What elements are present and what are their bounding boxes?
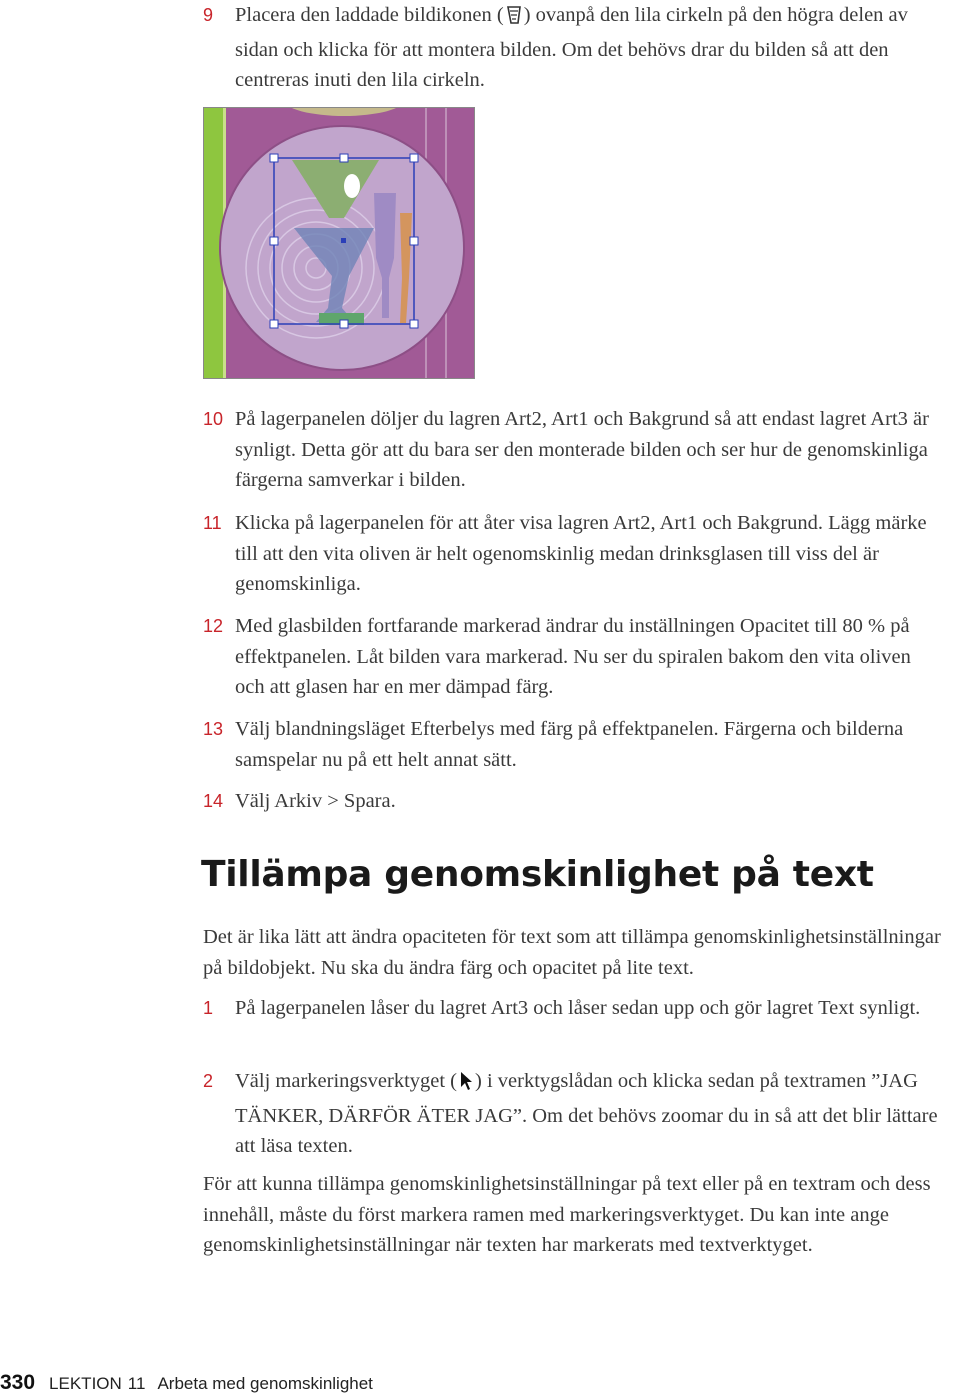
- step-2: [203, 1066, 943, 1162]
- step-number: 2: [203, 1071, 214, 1091]
- step-text: På lagerpanelen låser du lagret Art3 och låser sedan upp och gör lagret Text synligt.: [235, 997, 921, 1019]
- step-number: 13: [203, 719, 224, 739]
- step-number: 12: [203, 616, 224, 636]
- step-number: 11: [203, 513, 222, 533]
- step-14: [203, 786, 943, 817]
- page-number: 330: [0, 1371, 36, 1394]
- loaded-image-icon: [505, 4, 523, 35]
- section-heading: Tillämpa genomskinlighet på text: [201, 854, 874, 895]
- step-number: 10: [203, 409, 224, 429]
- step-text: Välj Arkiv > Spara.: [235, 790, 396, 812]
- outro-paragraph: För att kunna tillämpa genomskinlighetsinställningar på text eller på en textram och dess innehåll, måste du först markera ramen med markeringsverktyget. Du kan inte ange genomskinlighetsinställningar när texten har markerats med textverktyget.: [203, 1173, 931, 1256]
- step-number: 1: [203, 998, 214, 1018]
- step-text: Placera den laddade bildikonen ( ) ovanpå den lila cirkeln på den högra delen av sidan och klicka för att montera bilden. Om det behövs drar du bilden så att den centreras inuti den lila cirkeln.: [235, 4, 908, 91]
- lesson-number: 11: [127, 1374, 146, 1393]
- step-text: Med glasbilden fortfarande markerad ändrar du inställningen Opacitet till 80 % på effektpanelen. Låt bilden vara markerad. Nu ser du spiralen bakom den vita oliven och att glasen har en mer dämpad färg.: [235, 615, 911, 698]
- step-text: Välj markeringsverktyget ( ) i verktygslådan och klicka sedan på textramen ”JAG TÄNKER, DÄRFÖR ÄTER JAG”. Om det behövs zoomar du in så att det blir lättare att läsa texten.: [235, 1070, 938, 1157]
- lesson-label: LEKTION: [49, 1374, 122, 1393]
- step-11: [203, 508, 943, 600]
- step-12: [203, 611, 943, 703]
- step-10: [203, 404, 943, 496]
- step-number: 9: [203, 5, 214, 25]
- step-9: [203, 0, 943, 96]
- step-13: [203, 714, 943, 775]
- step-text: Klicka på lagerpanelen för att åter visa lagren Art2, Art1 och Bakgrund. Lägg märke till att den vita oliven är helt ogenomskinlig medan drinksglasen till viss del är genomskinliga.: [235, 512, 927, 595]
- step-text: På lagerpanelen döljer du lagren Art2, Art1 och Bakgrund så att endast lagret Art3 är synligt. Detta gör att du bara ser den monterade bilden och ser hur de genomskinliga färgerna samverkar i bilden.: [235, 408, 929, 491]
- selection-tool-icon: [458, 1070, 474, 1101]
- intro-paragraph: Det är lika lätt att ändra opaciteten för text som att tillämpa genomskinlighetsinställningar på bildobjekt. Nu ska du ändra färg och opacitet på lite text.: [203, 926, 941, 979]
- step-1: [203, 993, 943, 1024]
- chapter-title: Arbeta med genomskinlighet: [157, 1374, 373, 1393]
- step-number: 14: [203, 791, 224, 811]
- page-footer: [0, 1371, 373, 1395]
- step-text: Välj blandningsläget Efterbelys med färg på effektpanelen. Färgerna och bilderna samspelar nu på ett helt annat sätt.: [235, 718, 904, 771]
- glass-image-figure: [203, 107, 475, 379]
